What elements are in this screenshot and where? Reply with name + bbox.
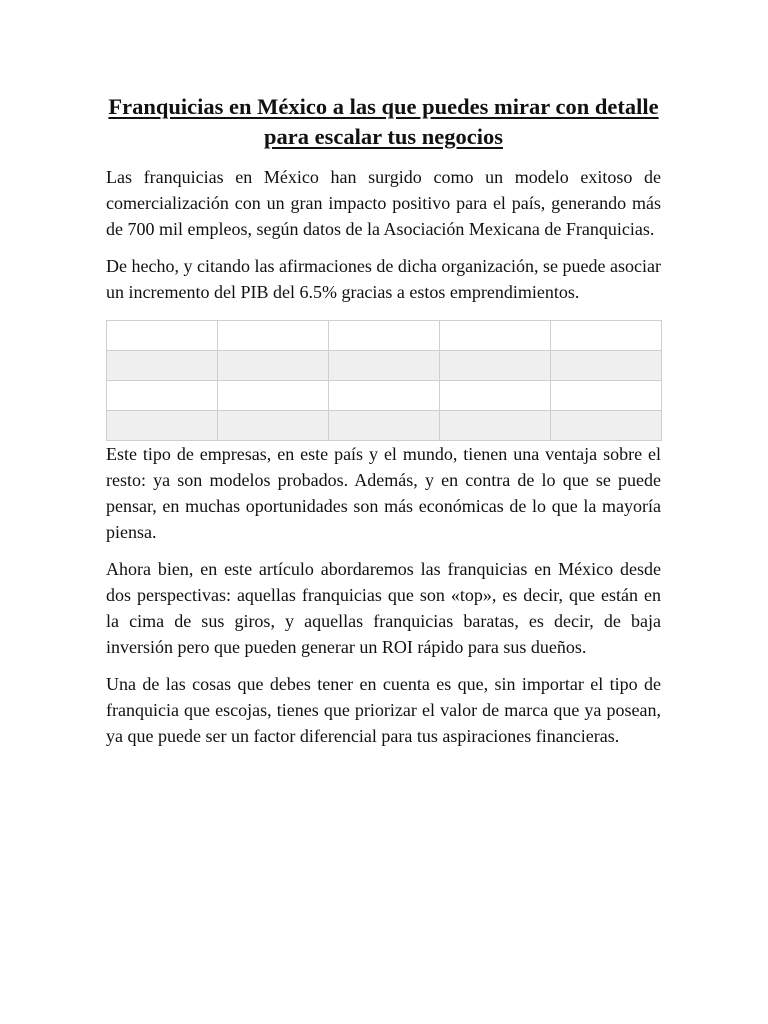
table-cell bbox=[107, 351, 218, 381]
document-page bbox=[106, 92, 661, 760]
table-cell bbox=[329, 321, 440, 351]
table-cell bbox=[218, 351, 329, 381]
table-row bbox=[107, 351, 662, 381]
table-cell bbox=[551, 321, 662, 351]
table-cell bbox=[107, 381, 218, 411]
table-cell bbox=[551, 351, 662, 381]
body-after-table bbox=[106, 441, 661, 749]
table-cell bbox=[440, 411, 551, 441]
table-cell bbox=[551, 411, 662, 441]
paragraph-perspectivas: Ahora bien, en este artículo abordaremos las franquicias en México desde dos perspectivas: aquellas franquicias que son «top», es decir, que están en la cima de sus giros, y aquellas franquicias baratas, es decir, de baja inversión pero que pueden generar un ROI rápido para sus dueños. bbox=[106, 559, 661, 657]
table-cell bbox=[440, 351, 551, 381]
table-cell bbox=[107, 411, 218, 441]
table-cell bbox=[107, 321, 218, 351]
paragraph-marca: Una de las cosas que debes tener en cuenta es que, sin importar el tipo de franquicia que escojas, tienes que priorizar el valor de marca que ya posean, ya que puede ser un factor diferencial para tus aspiraciones financieras. bbox=[106, 674, 661, 746]
table-row bbox=[107, 411, 662, 441]
empty-table bbox=[106, 320, 662, 441]
table-cell bbox=[218, 321, 329, 351]
table-cell bbox=[329, 351, 440, 381]
table-cell bbox=[218, 381, 329, 411]
document-title: Franquicias en México a las que puedes mirar con detalle para escalar tus negocios bbox=[108, 94, 659, 149]
table-cell bbox=[218, 411, 329, 441]
table-row bbox=[107, 321, 662, 351]
paragraph-intro: Las franquicias en México han surgido como un modelo exitoso de comercialización con un gran impacto positivo para el país, generando más de 700 mil empleos, según datos de la Asociación Mexicana de Franquicias. bbox=[106, 167, 661, 239]
paragraph-pib: De hecho, y citando las afirmaciones de dicha organización, se puede asociar un incremento del PIB del 6.5% gracias a estos emprendimientos. bbox=[106, 256, 661, 302]
table-cell bbox=[329, 381, 440, 411]
table-cell bbox=[440, 321, 551, 351]
paragraph-ventaja: Este tipo de empresas, en este país y el mundo, tienen una ventaja sobre el resto: ya son modelos probados. Además, y en contra de lo que se puede pensar, en muchas oportunidades son más económicas de lo que la mayoría piensa. bbox=[106, 444, 661, 542]
table-cell bbox=[551, 381, 662, 411]
table-cell bbox=[440, 381, 551, 411]
table-row bbox=[107, 381, 662, 411]
table-cell bbox=[329, 411, 440, 441]
